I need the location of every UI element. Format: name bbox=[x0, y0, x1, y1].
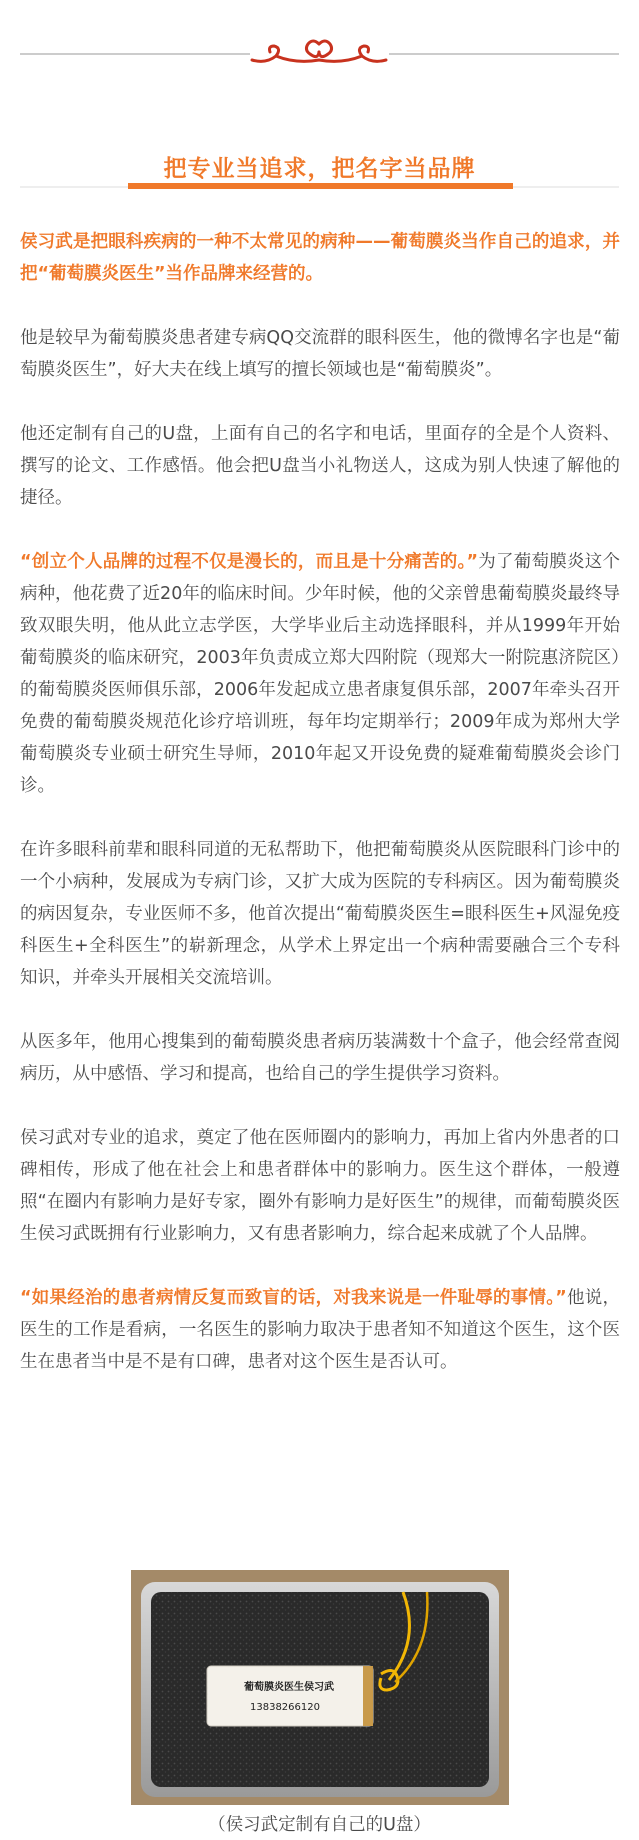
paragraph-7-text: 他说，医生的工作是看病，一名医生的影响力取决于患者知不知道这个医生，这个医生在患者当中是不是有口碑，患者对这个医生是否认可。 bbox=[20, 1288, 620, 1372]
usb-label-title: 葡萄膜炎医生侯习武 bbox=[244, 1682, 334, 1693]
paragraph-5: 从医多年，他用心搜集到的葡萄膜炎患者病历装满数十个盒子，他会经常查阅病历，从中感悟、学习和提高，也给自己的学生提供学习资料。 bbox=[20, 1032, 620, 1084]
swirl-ornament-icon bbox=[252, 41, 386, 61]
title-underline-accent bbox=[128, 183, 513, 189]
paragraph-1: 他是较早为葡萄膜炎患者建专病QQ交流群的眼科医生，他的微博名字也是“葡萄膜炎医生”，好大夫在线上填写的擅长领域也是“葡萄膜炎”。 bbox=[20, 328, 620, 380]
paragraph-7 bbox=[20, 1282, 620, 1378]
section-divider bbox=[20, 34, 619, 74]
section-title: 把专业当追求，把名字当品牌 bbox=[163, 156, 476, 182]
quote-highlight: “创立个人品牌的过程不仅是漫长的，而且是十分痛苦的。” bbox=[20, 552, 479, 572]
photo-caption: （侯习武定制有自己的U盘） bbox=[208, 1815, 431, 1835]
lead-paragraph: 侯习武是把眼科疾病的一种不太常见的病种——葡萄膜炎当作自己的追求，并把“葡萄膜炎医生”当作品牌来经营的。 bbox=[20, 232, 620, 284]
paragraph-6: 侯习武对专业的追求，奠定了他在医师圈内的影响力，再加上省内外患者的口碑相传，形成了他在社会上和患者群体中的影响力。医生这个群体，一般遵照“在圈内有影响力是好专家，圈外有影响力是好医生”的规律，而葡萄膜炎医生侯习武既拥有行业影响力，又有患者影响力，综合起来成就了个人品牌。 bbox=[20, 1128, 620, 1244]
paragraph-3-text: 为了葡萄膜炎这个病种，他花费了近20年的临床时间。少年时候，他的父亲曾患葡萄膜炎最终导致双眼失明，他从此立志学医，大学毕业后主动选择眼科，并从1999年开始葡萄膜炎的临床研究，2003年负责成立郑大四附院（现郑大一附院惠济院区）的葡萄膜炎医师俱乐部，2006年发起成立患者康复俱乐部，2007年牵头召开免费的葡萄膜炎规范化诊疗培训班，每年均定期举行；2009年成为郑州大学葡萄膜炎专业硕士研究生导师，2010年起又开设免费的疑难葡萄膜炎会诊门诊。 bbox=[20, 552, 620, 796]
article-body bbox=[20, 226, 620, 1378]
usb-drive-photo bbox=[131, 1570, 509, 1805]
usb-label-phone: 13838266120 bbox=[250, 1702, 320, 1713]
paragraph-3 bbox=[20, 546, 620, 802]
paragraph-4: 在许多眼科前辈和眼科同道的无私帮助下，他把葡萄膜炎从医院眼科门诊中的一个小病种，发展成为专病门诊，又扩大成为医院的专科病区。因为葡萄膜炎的病因复杂，专业医师不多，他首次提出“葡萄膜炎医生=眼科医生+风湿免疫科医生+全科医生”的崭新理念，从学术上界定出一个病种需要融合三个专科知识，并牵头开展相关交流培训。 bbox=[20, 840, 620, 988]
paragraph-2: 他还定制有自己的U盘，上面有自己的名字和电话，里面存的全是个人资料、撰写的论文、工作感悟。他会把U盘当小礼物送人，这成为别人快速了解他的捷径。 bbox=[20, 424, 620, 508]
quote-highlight: “如果经治的患者病情反复而致盲的话，对我来说是一件耻辱的事情。” bbox=[20, 1288, 567, 1308]
